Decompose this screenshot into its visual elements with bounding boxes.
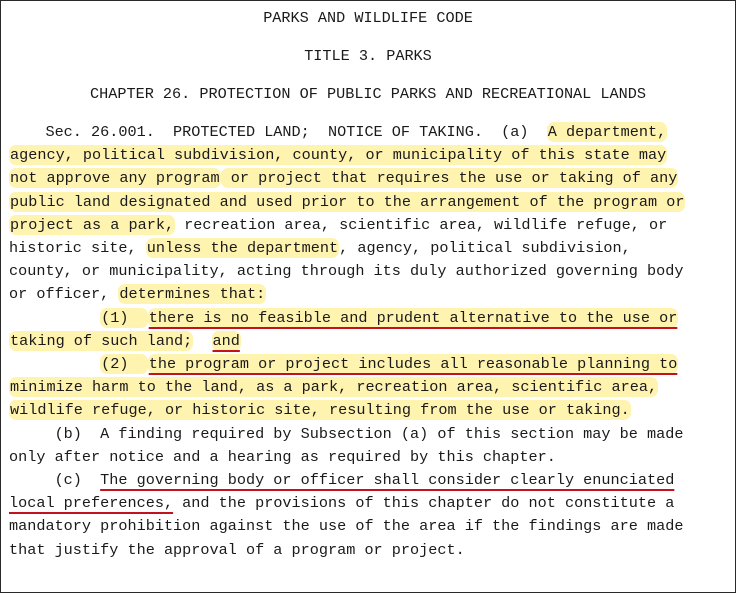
text-line xyxy=(9,539,465,562)
text-line xyxy=(9,121,667,144)
text-line xyxy=(9,399,631,422)
highlighted-underlined-text: the program or project includes all reasonable planning to xyxy=(148,355,678,373)
highlighted-text: unless the department xyxy=(146,239,339,257)
text-line xyxy=(9,214,667,237)
text-line xyxy=(9,376,658,399)
text-line xyxy=(9,469,674,492)
highlighted-text: determines that: xyxy=(119,285,266,304)
underlined-text: The governing body or officer shall consider clearly enunciated xyxy=(100,471,675,489)
highlighted-text: taking of such land; xyxy=(10,331,193,350)
text-line xyxy=(9,492,674,515)
text-line xyxy=(9,307,678,330)
text-line xyxy=(9,237,631,260)
text-span: that justify the approval of a program or project. xyxy=(9,540,465,559)
highlighted-underlined-text: and xyxy=(212,331,240,350)
highlighted-text: not approve any program xyxy=(10,169,220,188)
highlighted-text: (1) xyxy=(101,308,147,327)
code-heading: PARKS AND WILDLIFE CODE xyxy=(263,9,473,27)
highlighted-text: or project that requires the use or taking of any xyxy=(221,169,678,188)
text-span xyxy=(9,309,100,327)
text-line xyxy=(9,283,266,306)
text-line xyxy=(9,515,683,538)
title-heading: TITLE 3. PARKS xyxy=(304,47,432,65)
text-span: historic site, xyxy=(9,239,146,257)
text-span: or officer, xyxy=(9,285,119,304)
text-line xyxy=(9,260,683,283)
text-span: county, or municipality, acting through its duly authorized governing body xyxy=(9,262,684,281)
highlighted-text: public land designated and used prior to the arrangement of the program or xyxy=(10,192,685,211)
underlined-text: local preferences, xyxy=(9,494,174,513)
text-line xyxy=(9,191,685,214)
highlighted-text: agency, political subdivision, county, or municipality of this state may xyxy=(10,146,667,165)
text-span: mandatory prohibition against the use of the area if the findings are made xyxy=(9,517,684,536)
text-span: and the provisions of this chapter do not constitute a xyxy=(173,494,675,513)
highlighted-underlined-text: there is no feasible and prudent alternative to the use or xyxy=(148,308,678,327)
text-line xyxy=(9,423,683,446)
text-line xyxy=(9,144,667,167)
chapter-heading: CHAPTER 26. PROTECTION OF PUBLIC PARKS AND RECREATIONAL LANDS xyxy=(90,85,646,103)
highlighted-text: minimize harm to the land, as a park, recreation area, scientific area, xyxy=(10,378,658,397)
highlighted-text: A department, xyxy=(547,123,667,141)
highlighted-text: project as a park, xyxy=(10,215,175,234)
highlighted-text: wildlife refuge, or historic site, resulting from the use or taking. xyxy=(10,401,630,420)
text-span: (c) xyxy=(9,471,101,489)
highlighted-text: (2) xyxy=(101,355,147,373)
text-span: (b) A finding required by Subsection (a) of this section may be made xyxy=(9,424,684,443)
text-line xyxy=(9,353,678,376)
text-span xyxy=(9,355,100,373)
text-span: Sec. 26.001. PROTECTED LAND; NOTICE OF TAKING. (a) xyxy=(9,123,547,141)
text-line xyxy=(9,167,678,190)
text-span: only after notice and a hearing as required by this chapter. xyxy=(9,447,556,466)
text-line xyxy=(9,446,556,469)
text-span: recreation area, scientific area, wildlife refuge, or xyxy=(175,215,668,234)
text-span xyxy=(193,332,211,350)
text-line xyxy=(9,330,241,353)
text-span: , agency, political subdivision, xyxy=(339,239,631,257)
